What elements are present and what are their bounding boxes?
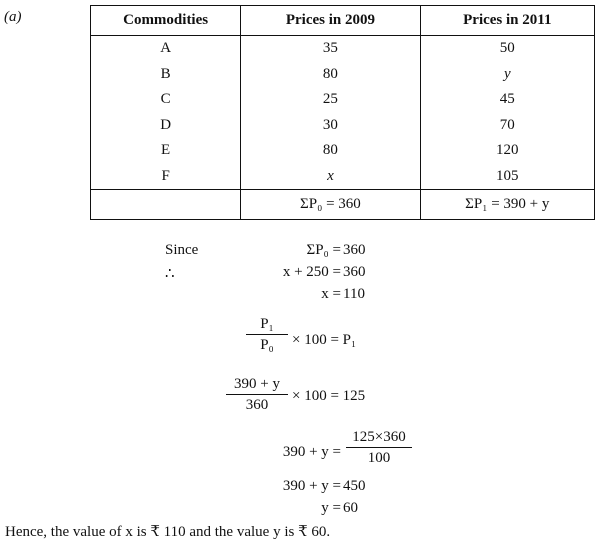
- table-row: [91, 62, 595, 88]
- fraction-denominator: 100: [367, 450, 391, 466]
- table-total-row: [91, 190, 595, 220]
- cell-price-2011: y: [420, 62, 594, 88]
- line6-lhs: y =: [321, 500, 341, 516]
- line5-rhs: 450: [343, 478, 366, 494]
- header-commodities: Commodities: [91, 6, 241, 36]
- header-prices-2011: Prices in 2011: [420, 6, 594, 36]
- line4-lhs: 390 + y =: [282, 444, 341, 460]
- fraction-125x360-over-100: [346, 429, 412, 467]
- cell-commodity: D: [91, 113, 241, 139]
- fraction-numerator: 125×360: [346, 429, 412, 448]
- line3-rhs: 110: [343, 286, 365, 302]
- price-table: [90, 5, 595, 220]
- cell-price-2009: 35: [241, 36, 420, 62]
- fraction-denominator: P₀: [260, 337, 274, 353]
- part-label: (a): [4, 9, 22, 25]
- line6-rhs: 60: [343, 500, 358, 516]
- total-p1-cell: ΣP₁ = 390 + y: [420, 190, 594, 220]
- table-header-row: [91, 6, 595, 36]
- table-row: [91, 138, 595, 164]
- cell-price-2009: 30: [241, 113, 420, 139]
- line3-lhs: x =: [321, 286, 341, 302]
- cell-commodity: E: [91, 138, 241, 164]
- cell-commodity: C: [91, 87, 241, 113]
- header-prices-2009: Prices in 2009: [241, 6, 420, 36]
- line5-lhs: 390 + y =: [282, 478, 341, 494]
- cell-commodity: B: [91, 62, 241, 88]
- table-row: [91, 87, 595, 113]
- fraction-denominator: 360: [245, 397, 269, 413]
- table-row: [91, 113, 595, 139]
- cell-price-2009: 25: [241, 87, 420, 113]
- since-text: Since: [165, 242, 199, 258]
- fraction-numerator: 390 + y: [226, 376, 288, 395]
- line2-rhs: 360: [343, 264, 366, 280]
- cell-price-2009: 80: [241, 62, 420, 88]
- fraction2-rest: × 100 = 125: [292, 388, 366, 404]
- cell-price-2011: 50: [420, 36, 594, 62]
- line2-lhs: x + 250 =: [282, 264, 341, 280]
- therefore-symbol: ∴: [165, 266, 175, 282]
- cell-price-2011: 120: [420, 138, 594, 164]
- cell-price-2009: 80: [241, 138, 420, 164]
- table-row: [91, 36, 595, 62]
- line1-rhs: 360: [343, 242, 366, 258]
- fraction-numerator: P₁: [246, 316, 288, 335]
- line1-lhs: ΣP₀ =: [306, 242, 341, 258]
- table-row: [91, 164, 595, 190]
- conclusion-text: Hence, the value of x is ₹ 110 and the value y is ₹ 60.: [5, 524, 331, 540]
- fraction-p1-over-p0: [246, 316, 288, 354]
- fraction1-rest: × 100 = P₁: [292, 332, 357, 348]
- total-p0-cell: ΣP₀ = 360: [241, 190, 420, 220]
- cell-price-2011: 105: [420, 164, 594, 190]
- cell-commodity: F: [91, 164, 241, 190]
- cell-commodity: A: [91, 36, 241, 62]
- total-empty-cell: [91, 190, 241, 220]
- cell-price-2009: x: [241, 164, 420, 190]
- cell-price-2011: 45: [420, 87, 594, 113]
- cell-price-2011: 70: [420, 113, 594, 139]
- fraction-390y-over-360: [226, 376, 288, 414]
